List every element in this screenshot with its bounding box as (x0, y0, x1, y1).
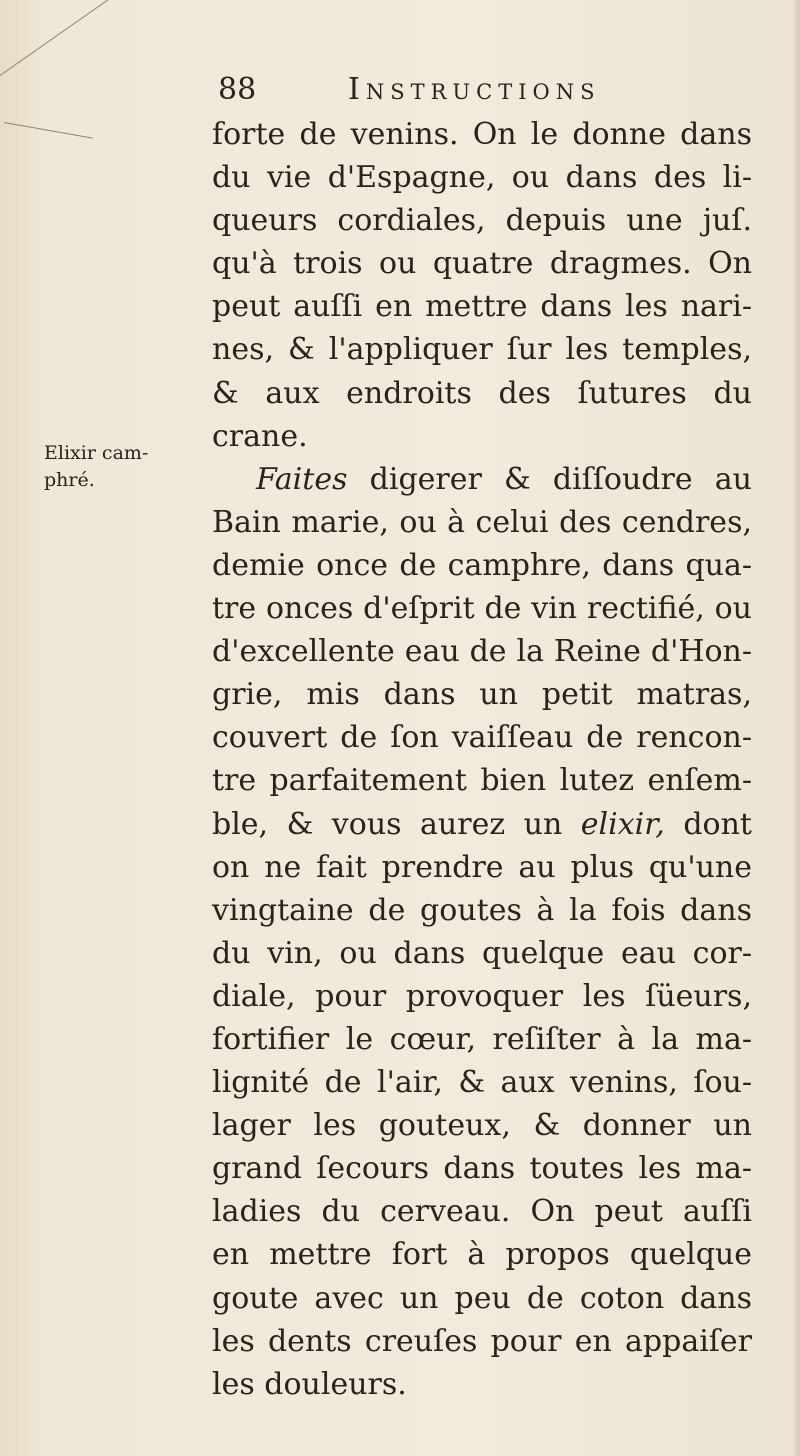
running-title: Instructions (348, 72, 601, 107)
text-line: du vin, ou dans quelque eau cor- (212, 935, 752, 971)
text-line: fortifier le cœur, reſiſter à la ma- (212, 1021, 752, 1057)
text-line: queurs cordiales, depuis une juſ. (212, 203, 752, 239)
text-line: & aux endroits des ſutures du (212, 375, 752, 411)
margin-note-line: phré. (44, 469, 95, 491)
text-line: crane. (212, 418, 308, 454)
page-corner-crease (0, 0, 115, 76)
text-fragment: dont (664, 806, 752, 842)
text-line: couvert de ſon vaiſſeau de rencon- (212, 720, 752, 756)
text-line: les douleurs. (212, 1366, 407, 1402)
text-line: tre parfaitement bien lutez enſem- (212, 763, 752, 799)
text-line (212, 803, 752, 846)
text-line: lager les gouteux, & donner un (212, 1108, 752, 1144)
margin-note-line: Elixir cam- (44, 442, 149, 464)
text-line: forte de venins. On le donne dans (212, 117, 752, 152)
page-number: 88 (218, 72, 257, 107)
text-fragment: digerer & diſſoudre au (347, 461, 752, 497)
text-line: vingtaine de goutes à la fois dans (212, 892, 752, 928)
text-line: nes, & l'appliquer ſur les temples, (212, 332, 752, 368)
text-line: peut auſſi en mettre dans les nari- (212, 289, 752, 325)
margin-note (44, 440, 214, 494)
italic-word: elixir, (580, 806, 665, 842)
text-line (212, 458, 752, 501)
text-line: en mettre fort à propos quelque (212, 1237, 752, 1273)
text-line: du vie d'Espagne, ou dans des li- (212, 160, 752, 196)
text-line: grie, mis dans un petit matras, (212, 677, 752, 713)
page-edge (794, 0, 800, 1456)
text-line: lignité de l'air, & aux venins, ſou- (212, 1065, 752, 1101)
text-line: demie once de camphre, dans qua- (212, 547, 752, 583)
text-line: les dents creuſes pour en appaiſer (212, 1323, 752, 1359)
italic-word: Faites (256, 461, 348, 497)
text-line: qu'à trois ou quatre dragmes. On (212, 246, 752, 282)
text-line: tre onces d'eſprit de vin rectifié, ou (212, 591, 752, 627)
text-line: d'excellente eau de la Reine d'Hon- (212, 634, 752, 670)
text-line: grand ſecours dans toutes les ma- (212, 1151, 752, 1187)
page-corner-crease (4, 122, 93, 139)
text-line: goute avec un peu de coton dans (212, 1280, 752, 1316)
text-line: on ne fait prendre au plus qu'une (212, 849, 752, 885)
text-line: ladies du cerveau. On peut auſſi (212, 1194, 752, 1230)
text-fragment: ble, & vous aurez un (212, 806, 581, 842)
body-text (212, 113, 752, 1406)
text-line: diale, pour provoquer les ſüeurs, (212, 978, 752, 1014)
text-line: Bain marie, ou à celui des cendres, (212, 504, 752, 540)
